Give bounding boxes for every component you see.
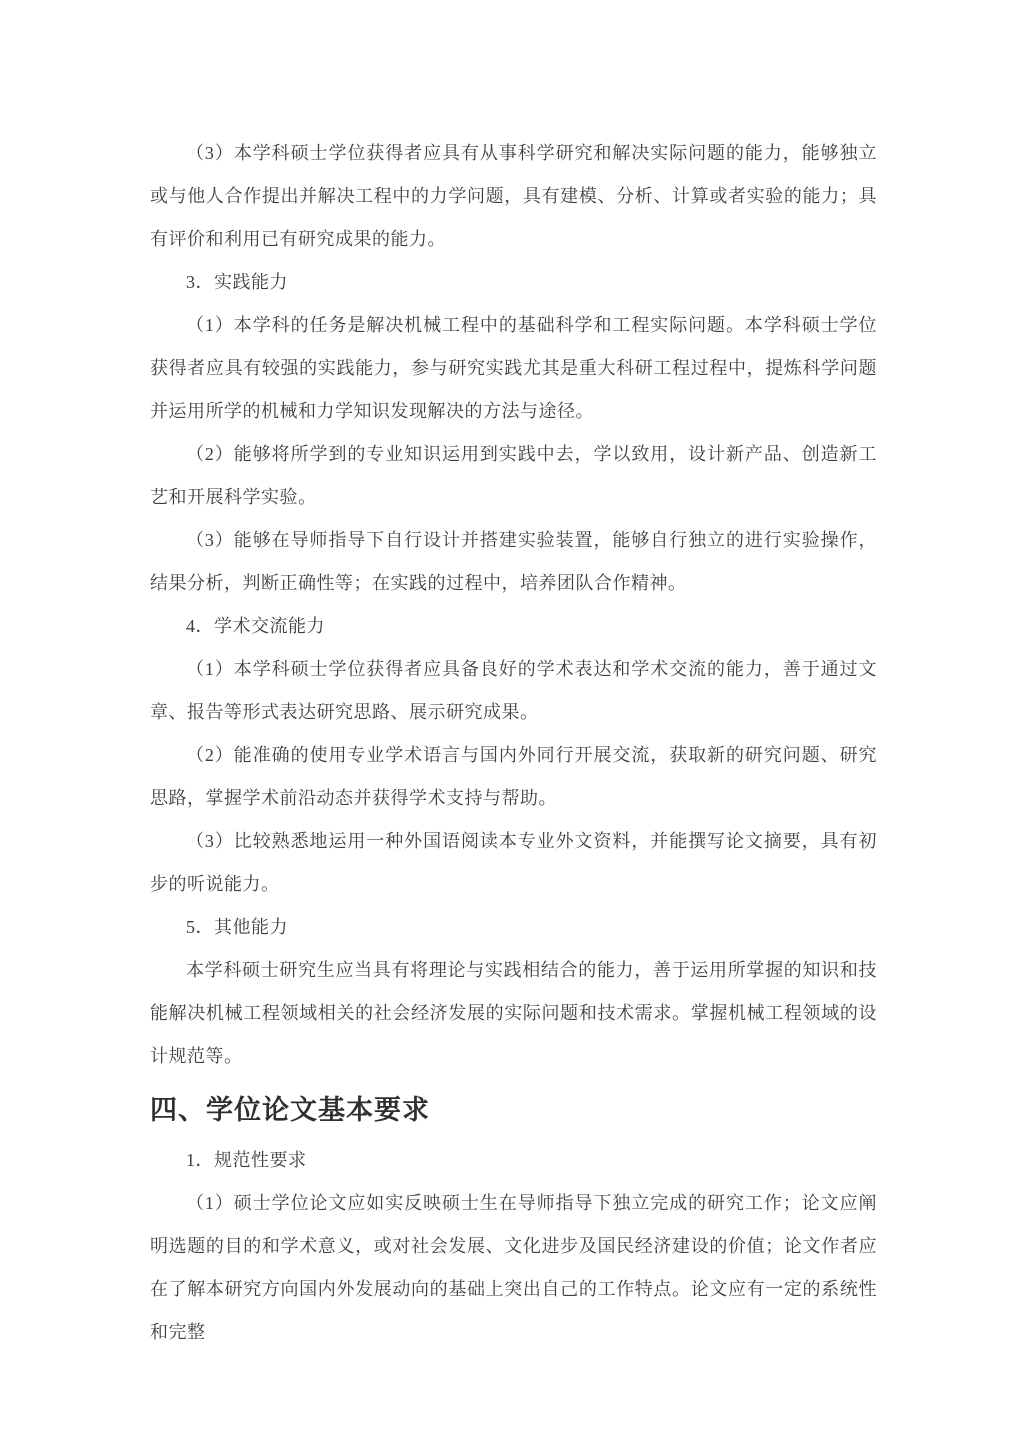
list-item-other-ability: 5．其他能力 — [186, 917, 288, 937]
list-item-normative-requirements: 1．规范性要求 — [186, 1150, 307, 1170]
document-content — [150, 132, 877, 1354]
paragraph: （3）能够在导师指导下自行设计并搭建实验装置，能够自行独立的进行实验操作，结果分析，判断正确性等；在实践的过程中，培养团队合作精神。 — [150, 530, 877, 593]
paragraph: （2）能够将所学到的专业知识运用到实践中去，学以致用，设计新产品、创造新工艺和开展科学实验。 — [150, 444, 877, 507]
section-heading-thesis-requirements: 四、学位论文基本要求 — [150, 1095, 430, 1125]
paragraph: （3）比较熟悉地运用一种外国语阅读本专业外文资料，并能撰写论文摘要，具有初步的听说能力。 — [150, 831, 877, 894]
paragraph: （3）本学科硕士学位获得者应具有从事科学研究和解决实际问题的能力，能够独立或与他人合作提出并解决工程中的力学问题，具有建模、分析、计算或者实验的能力；具有评价和利用已有研究成果的能力。 — [150, 143, 877, 249]
list-item-practical-ability: 3．实践能力 — [186, 272, 288, 292]
paragraph: （1）本学科的任务是解决机械工程中的基础科学和工程实际问题。本学科硕士学位获得者应具有较强的实践能力，参与研究实践尤其是重大科研工程过程中，提炼科学问题并运用所学的机械和力学知识发现解决的方法与途径。 — [150, 315, 877, 421]
paragraph: （2）能准确的使用专业学术语言与国内外同行开展交流，获取新的研究问题、研究思路，掌握学术前沿动态并获得学术支持与帮助。 — [150, 745, 877, 808]
paragraph: 本学科硕士研究生应当具有将理论与实践相结合的能力，善于运用所掌握的知识和技能解决机械工程领域相关的社会经济发展的实际问题和技术需求。掌握机械工程领域的设计规范等。 — [150, 960, 877, 1066]
list-item-academic-communication: 4．学术交流能力 — [186, 616, 325, 636]
paragraph: （1）本学科硕士学位获得者应具备良好的学术表达和学术交流的能力，善于通过文章、报告等形式表达研究思路、展示研究成果。 — [150, 659, 877, 722]
paragraph: （1）硕士学位论文应如实反映硕士生在导师指导下独立完成的研究工作；论文应阐明选题的目的和学术意义，或对社会发展、文化进步及国民经济建设的价值；论文作者应在了解本研究方向国内外发展动向的基础上突出自己的工作特点。论文应有一定的系统性和完整 — [150, 1193, 877, 1342]
